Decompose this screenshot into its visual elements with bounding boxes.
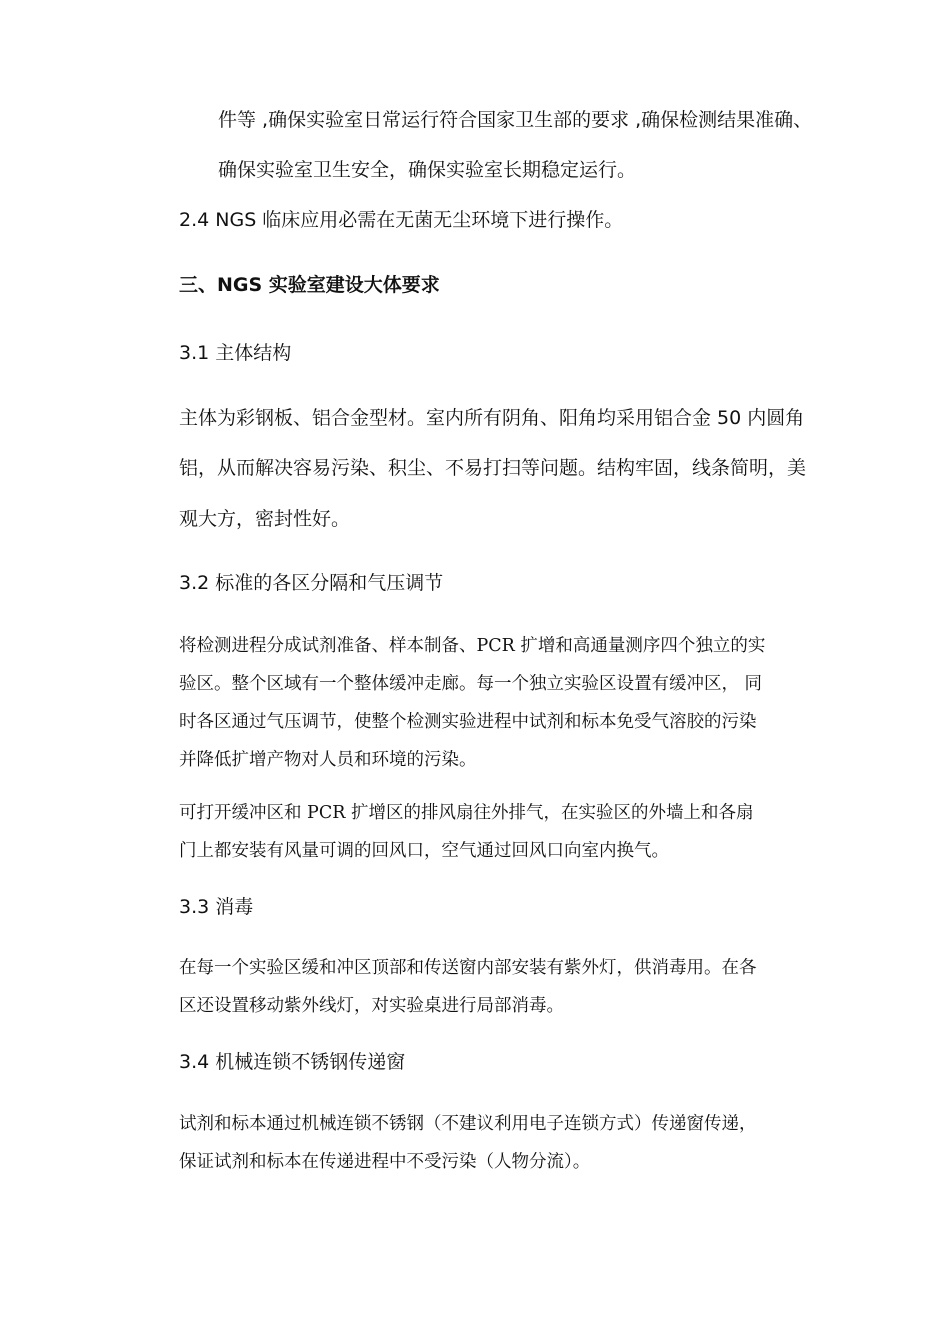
s3-2-p1-line-1: 将检测进程分成试剂准备、样本制备、PCR 扩增和高通量测序四个独立的实 <box>179 636 766 656</box>
item-2-4: 2.4 NGS 临床应用必需在无菌无尘环境下进行操作。 <box>179 209 624 231</box>
s3-2-p1-line-3: 时各区通过气压调节，使整个检测实验进程中试剂和标本免受气溶胶的污染 <box>179 712 757 732</box>
s3-1-line-3: 观大方，密封性好。 <box>179 508 351 530</box>
s3-4-line-1: 试剂和标本通过机械连锁不锈钢（不建议利用电子连锁方式）传递窗传递， <box>179 1114 757 1134</box>
section-3-title: 三、NGS 实验室建设大体要求 <box>179 274 440 296</box>
heading-3-2: 3.2 标准的各区分隔和气压调节 <box>179 572 444 594</box>
s3-3-line-2: 区还设置移动紫外线灯，对实验桌进行局部消毒。 <box>179 996 564 1016</box>
heading-3-3: 3.3 消毒 <box>179 896 254 918</box>
s3-2-p1-line-2: 验区。整个区域有一个整体缓冲走廊。每一个独立实验区设置有缓冲区， 同 <box>179 674 763 694</box>
s3-3-line-1: 在每一个实验区缓和冲区顶部和传送窗内部安装有紫外灯，供消毒用。在各 <box>179 958 757 978</box>
continuation-line-1: 件等 ,确保实验室日常运行符合国家卫生部的要求 ,确保检测结果准确、 <box>218 109 813 131</box>
s3-1-line-1: 主体为彩钢板、铝合金型材。室内所有阴角、阳角均采用铝合金 50 内圆角 <box>179 407 805 429</box>
s3-1-line-2: 铝，从而解决容易污染、积尘、不易打扫等问题。结构牢固，线条简明，美 <box>179 457 807 479</box>
s3-4-line-2: 保证试剂和标本在传递进程中不受污染（人物分流）。 <box>179 1152 591 1172</box>
heading-3-4: 3.4 机械连锁不锈钢传递窗 <box>179 1051 406 1073</box>
heading-3-1: 3.1 主体结构 <box>179 342 292 364</box>
s3-2-p1-line-4: 并降低扩增产物对人员和环境的污染。 <box>179 750 477 770</box>
s3-2-p2-line-1: 可打开缓冲区和 PCR 扩增区的排风扇往外排气，在实验区的外墙上和各扇 <box>179 803 754 823</box>
continuation-line-2: 确保实验室卫生安全，确保实验室长期稳定运行。 <box>218 159 637 181</box>
s3-2-p2-line-2: 门上都安装有风量可调的回风口，空气通过回风口向室内换气。 <box>179 841 669 861</box>
